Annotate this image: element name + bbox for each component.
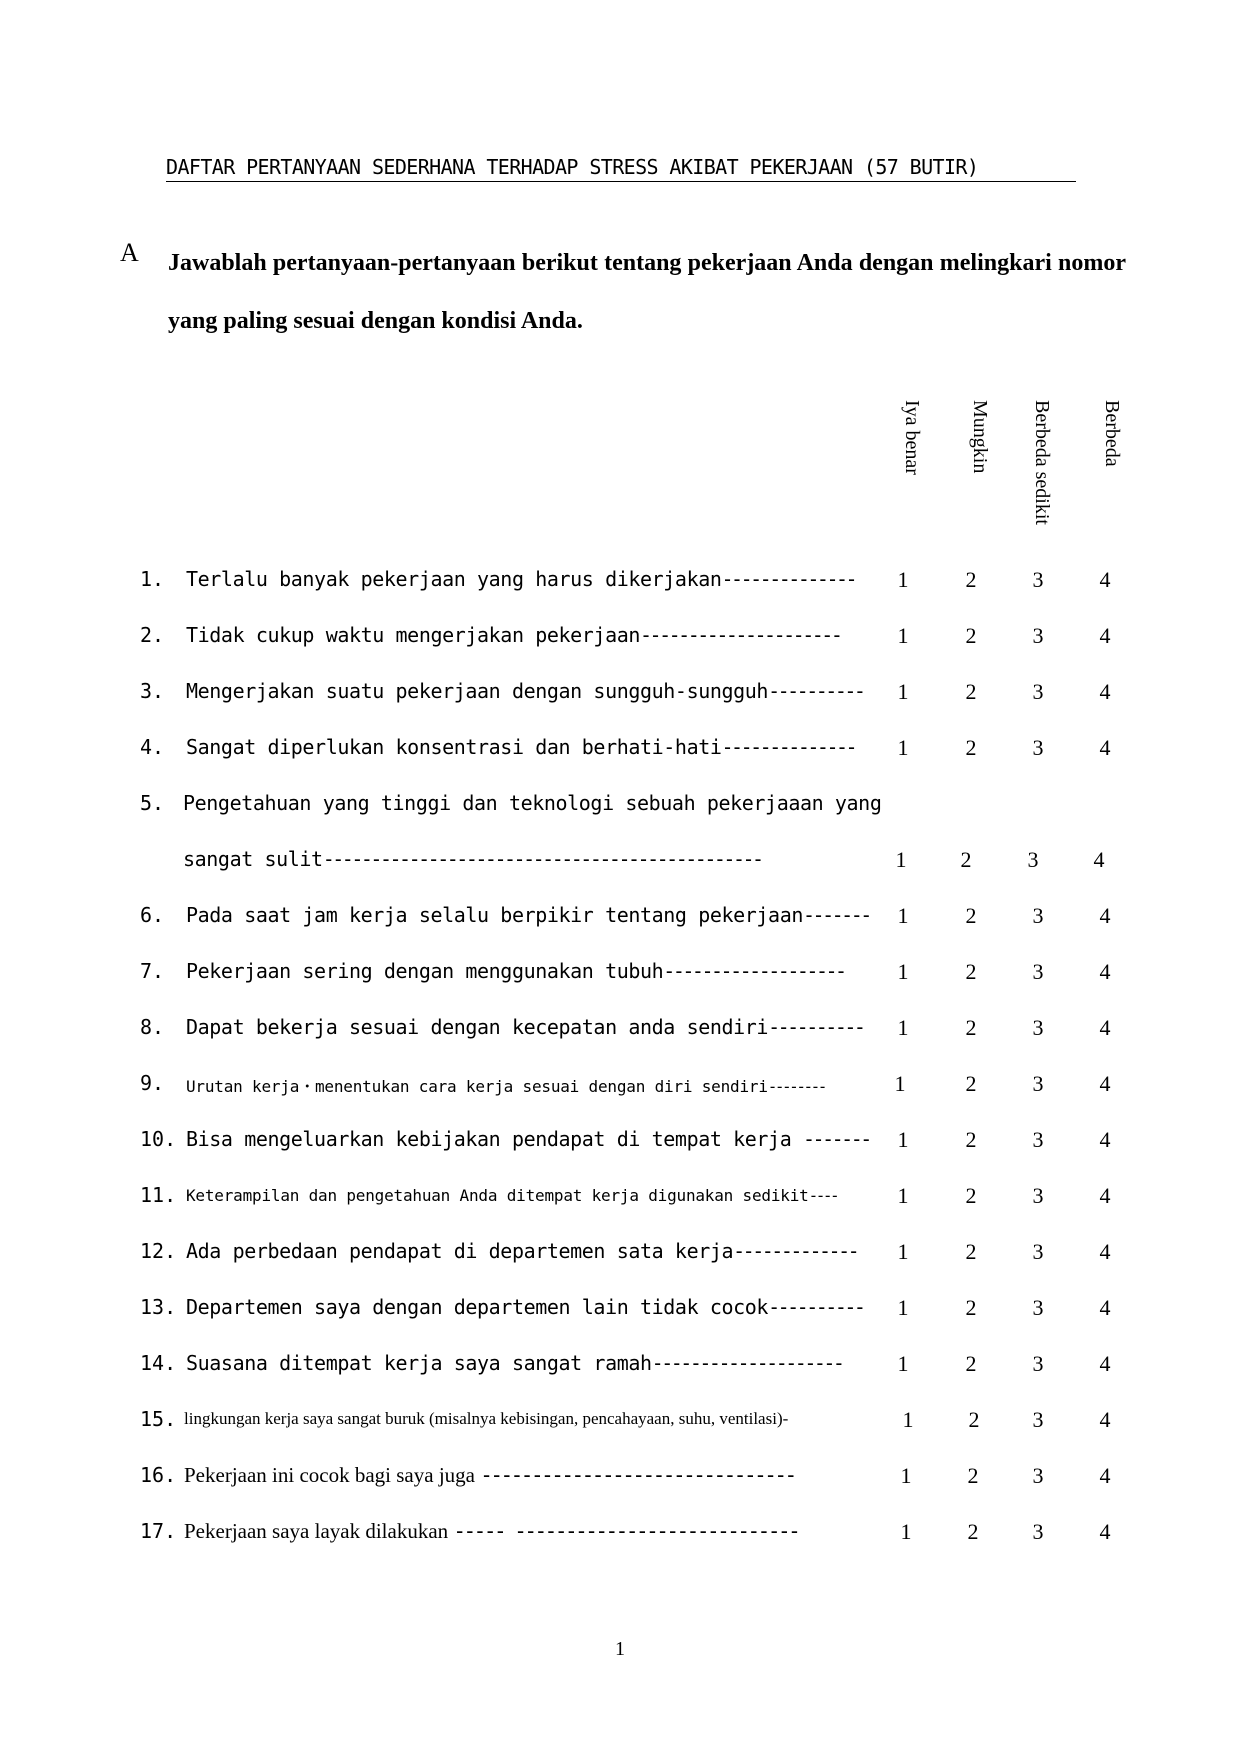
question-row	[0, 1351, 1240, 1391]
option-2[interactable]: 2	[965, 1183, 977, 1208]
option-4[interactable]: 4	[1099, 1127, 1111, 1152]
option-3[interactable]: 3	[1032, 1351, 1044, 1376]
question-number: 4.	[140, 735, 165, 759]
option-4[interactable]: 4	[1099, 1071, 1111, 1096]
question-text: Suasana ditempat kerja saya sangat ramah--------------------	[186, 1351, 843, 1375]
question-number: 12.	[140, 1239, 177, 1263]
question-row	[0, 567, 1240, 607]
question-row	[0, 1295, 1240, 1335]
option-4[interactable]: 4	[1099, 1295, 1111, 1320]
question-text: Pada saat jam kerja selalu berpikir tentang pekerjaan-------	[186, 903, 870, 927]
option-3[interactable]: 3	[1032, 1183, 1044, 1208]
option-4[interactable]: 4	[1099, 1407, 1111, 1432]
question-row	[0, 959, 1240, 999]
option-2[interactable]: 2	[965, 1071, 977, 1096]
question-number: 1.	[140, 567, 165, 591]
option-1[interactable]: 1	[897, 623, 909, 648]
option-1[interactable]: 1	[897, 567, 909, 592]
option-3[interactable]: 3	[1032, 903, 1044, 928]
option-4[interactable]: 4	[1099, 679, 1111, 704]
question-text: Bisa mengeluarkan kebijakan pendapat di tempat kerja -------	[186, 1127, 870, 1151]
option-1[interactable]: 1	[902, 1407, 914, 1432]
question-row	[0, 1239, 1240, 1279]
question-row	[0, 1015, 1240, 1055]
page-number: 1	[615, 1638, 625, 1660]
question-row	[0, 1519, 1240, 1559]
option-3[interactable]: 3	[1032, 567, 1044, 592]
option-4[interactable]: 4	[1099, 623, 1111, 648]
option-1[interactable]: 1	[897, 1183, 909, 1208]
option-4[interactable]: 4	[1099, 1239, 1111, 1264]
question-text: Ada perbedaan pendapat di departemen sata kerja-------------	[186, 1239, 858, 1263]
option-2[interactable]: 2	[965, 1127, 977, 1152]
question-number: 16.	[140, 1463, 177, 1487]
option-1[interactable]: 1	[897, 1351, 909, 1376]
option-4[interactable]: 4	[1099, 903, 1111, 928]
question-number: 3.	[140, 679, 165, 703]
question-text: Tidak cukup waktu mengerjakan pekerjaan---------------------	[186, 623, 841, 647]
option-4[interactable]: 4	[1099, 959, 1111, 984]
option-1[interactable]: 1	[897, 1127, 909, 1152]
option-1[interactable]: 1	[897, 735, 909, 760]
question-number: 2.	[140, 623, 165, 647]
question-row	[0, 1127, 1240, 1167]
section-instruction: Jawablah pertanyaan-pertanyaan berikut tentang pekerjaan Anda dengan melingkari nomor yang paling sesuai dengan kondisi Anda.	[168, 250, 1126, 334]
option-2[interactable]: 2	[967, 1519, 979, 1544]
question-number: 14.	[140, 1351, 177, 1375]
question-text: Urutan kerja・menentukan cara kerja sesuai dengan diri sendiri--------	[186, 1077, 825, 1096]
option-2[interactable]: 2	[965, 735, 977, 760]
question-row	[0, 623, 1240, 663]
option-3[interactable]: 3	[1032, 1407, 1044, 1432]
option-2[interactable]: 2	[965, 903, 977, 928]
option-2[interactable]: 2	[960, 847, 972, 872]
question-number: 13.	[140, 1295, 177, 1319]
question-row	[0, 1071, 1240, 1111]
option-2[interactable]: 2	[965, 679, 977, 704]
option-4[interactable]: 4	[1099, 567, 1111, 592]
question-row	[0, 1183, 1240, 1223]
option-3[interactable]: 3	[1027, 847, 1039, 872]
question-text: Sangat diperlukan konsentrasi dan berhati-hati--------------	[186, 735, 856, 759]
document-title: DAFTAR PERTANYAAN SEDERHANA TERHADAP STRESS AKIBAT PEKERJAAN (57 BUTIR)	[166, 155, 1076, 182]
question-text: Terlalu banyak pekerjaan yang harus dikerjakan--------------	[186, 567, 856, 591]
question-text: Pekerjaan sering dengan menggunakan tubuh-------------------	[186, 959, 845, 983]
option-2[interactable]: 2	[967, 1463, 979, 1488]
question-text-continued: sangat sulit----------------------------------------------	[183, 847, 762, 871]
question-text: Dapat bekerja sesuai dengan kecepatan anda sendiri----------	[186, 1015, 864, 1039]
option-3[interactable]: 3	[1032, 679, 1044, 704]
option-1[interactable]: 1	[897, 1239, 909, 1264]
option-2[interactable]: 2	[965, 623, 977, 648]
option-1[interactable]: 1	[897, 903, 909, 928]
question-row-continued	[0, 847, 1240, 887]
question-text: Mengerjakan suatu pekerjaan dengan sungguh-sungguh----------	[186, 679, 864, 703]
section-letter: A	[120, 238, 139, 267]
question-row	[0, 1407, 1240, 1447]
question-number: 6.	[140, 903, 165, 927]
question-row	[0, 679, 1240, 719]
option-3[interactable]: 3	[1032, 1239, 1044, 1264]
option-1[interactable]: 1	[897, 959, 909, 984]
option-1[interactable]: 1	[897, 679, 909, 704]
column-header-mungkin: Mungkin	[969, 400, 991, 474]
option-3[interactable]: 3	[1032, 623, 1044, 648]
option-4[interactable]: 4	[1099, 1351, 1111, 1376]
question-text: Pekerjaan ini cocok bagi saya juga -------------------------------	[184, 1463, 795, 1487]
question-number: 7.	[140, 959, 165, 983]
option-3[interactable]: 3	[1032, 1519, 1044, 1544]
option-1[interactable]: 1	[894, 1071, 906, 1096]
option-3[interactable]: 3	[1032, 1015, 1044, 1040]
question-number: 11.	[140, 1183, 177, 1207]
option-3[interactable]: 3	[1032, 1127, 1044, 1152]
question-number: 8.	[140, 1015, 165, 1039]
option-4[interactable]: 4	[1099, 1463, 1111, 1488]
column-header-berbeda-sedikit: Berbeda sedikit	[1031, 400, 1053, 525]
option-3[interactable]: 3	[1032, 735, 1044, 760]
option-1[interactable]: 1	[900, 1519, 912, 1544]
question-number: 15.	[140, 1407, 177, 1431]
option-2[interactable]: 2	[965, 1295, 977, 1320]
option-3[interactable]: 3	[1032, 1295, 1044, 1320]
question-row	[0, 735, 1240, 775]
option-2[interactable]: 2	[965, 1015, 977, 1040]
option-3[interactable]: 3	[1032, 1463, 1044, 1488]
option-1[interactable]: 1	[895, 847, 907, 872]
question-row	[0, 791, 1240, 831]
question-number: 5.	[140, 791, 165, 815]
option-1[interactable]: 1	[897, 1015, 909, 1040]
question-row	[0, 903, 1240, 943]
question-text: Keterampilan dan pengetahuan Anda ditempat kerja digunakan sedikit----	[186, 1186, 838, 1205]
option-3[interactable]: 3	[1032, 959, 1044, 984]
option-2[interactable]: 2	[965, 1351, 977, 1376]
question-number: 9.	[140, 1071, 165, 1095]
option-1[interactable]: 1	[900, 1463, 912, 1488]
column-header-iya-benar: Iya benar	[901, 400, 923, 475]
option-2[interactable]: 2	[965, 959, 977, 984]
option-4[interactable]: 4	[1099, 1183, 1111, 1208]
question-number: 17.	[140, 1519, 177, 1543]
option-4[interactable]: 4	[1099, 1015, 1111, 1040]
column-header-berbeda: Berbeda	[1101, 400, 1123, 467]
option-4[interactable]: 4	[1099, 735, 1111, 760]
question-number: 10.	[140, 1127, 177, 1151]
question-text: Departemen saya dengan departemen lain tidak cocok----------	[186, 1295, 864, 1319]
question-text: lingkungan kerja saya sangat buruk (misalnya kebisingan, pencahayaan, suhu, ventilasi)-	[184, 1409, 789, 1428]
option-2[interactable]: 2	[965, 1239, 977, 1264]
option-4[interactable]: 4	[1093, 847, 1105, 872]
question-row	[0, 1463, 1240, 1503]
option-2[interactable]: 2	[965, 567, 977, 592]
option-3[interactable]: 3	[1032, 1071, 1044, 1096]
option-4[interactable]: 4	[1099, 1519, 1111, 1544]
question-text: Pengetahuan yang tinggi dan teknologi sebuah pekerjaaan yang	[183, 791, 882, 815]
option-1[interactable]: 1	[897, 1295, 909, 1320]
option-2[interactable]: 2	[968, 1407, 980, 1432]
question-text: Pekerjaan saya layak dilakukan ----- ----------------------------	[184, 1519, 799, 1543]
